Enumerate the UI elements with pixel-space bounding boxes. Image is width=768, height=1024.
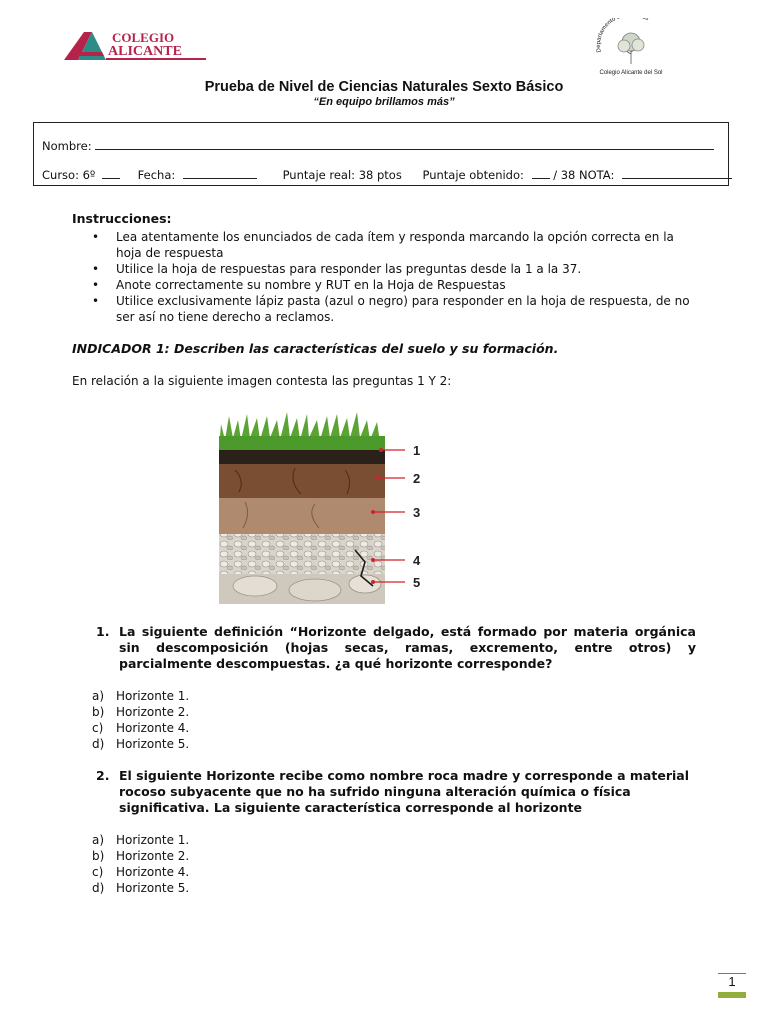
name-row xyxy=(42,139,722,153)
school-name-line1: COLEGIO xyxy=(112,30,175,45)
figure-label: 4 xyxy=(413,553,421,568)
department-bottom-text: Colegio Alicante del Sol xyxy=(599,70,663,76)
figure-intro-text: En relación a la siguiente imagen contesta las preguntas 1 Y 2: xyxy=(72,374,452,388)
name-field[interactable] xyxy=(95,139,714,150)
department-arc-text: Departamento s xyxy=(596,18,650,53)
figure-label: 2 xyxy=(413,471,421,486)
question-number: 1. xyxy=(96,624,110,639)
question-text: El siguiente Horizonte recibe como nombre roca madre y corresponde a material rocoso subyacente que no ha sufrido ninguna alteración química o física significativa. La siguiente característica corresponde al horizonte xyxy=(119,768,689,815)
option-d[interactable]: d) Horizonte 5. xyxy=(92,737,190,751)
course-label: Curso: 6º xyxy=(42,168,96,182)
question-1 xyxy=(96,624,696,672)
option-b[interactable]: b) Horizonte 2. xyxy=(92,705,190,719)
instructions-title: Instrucciones: xyxy=(72,211,172,226)
grade-field[interactable] xyxy=(622,168,732,179)
option-a[interactable]: a) Horizonte 1. xyxy=(92,689,190,703)
department-logo xyxy=(595,18,667,76)
school-logo xyxy=(62,28,212,64)
score-obtained-label: Puntaje obtenido: xyxy=(422,168,524,182)
course-row xyxy=(42,168,732,182)
question-text: La siguiente definición “Horizonte delgado, está formado por materia orgánica sin descomposición (hojas secas, ramas, excremento, entre otros) y parcialmente descompuestas. ¿a qué horizonte corresponde? xyxy=(119,624,696,671)
name-label: Nombre: xyxy=(42,139,92,153)
figure-label: 3 xyxy=(413,505,421,520)
tree-icon xyxy=(618,33,644,64)
date-label: Fecha: xyxy=(137,168,176,182)
soil-profile-image xyxy=(205,410,445,610)
grass-layer xyxy=(219,412,385,452)
figure-label: 5 xyxy=(413,575,421,590)
option-b[interactable]: b) Horizonte 2. xyxy=(92,849,190,863)
instruction-item: • Lea atentamente los enunciados de cada ítem y responda marcando la opción correcta en la hoja de respuesta xyxy=(92,229,702,261)
school-name-line2: ALICANTE xyxy=(108,44,182,59)
option-d[interactable]: d) Horizonte 5. xyxy=(92,881,190,895)
instructions-list xyxy=(92,229,702,325)
page-number-bar xyxy=(718,992,746,998)
instruction-item: • Utilice la hoja de respuestas para responder las preguntas desde la 1 a la 37. xyxy=(92,261,702,277)
exam-title: Prueba de Nivel de Ciencias Naturales Sexto Básico xyxy=(204,79,564,95)
student-info-box xyxy=(33,122,729,186)
question-number: 2. xyxy=(96,768,110,783)
instruction-item: • Utilice exclusivamente lápiz pasta (azul o negro) para responder en la hoja de respuesta, de no ser así no tiene derecho a reclamos. xyxy=(92,293,702,325)
figure-label: 1 xyxy=(413,443,421,458)
grade-label: / 38 NOTA: xyxy=(553,168,615,182)
option-c[interactable]: c) Horizonte 4. xyxy=(92,865,190,879)
indicator-heading: INDICADOR 1: Describen las características del suelo y su formación. xyxy=(72,341,559,356)
option-c[interactable]: c) Horizonte 4. xyxy=(92,721,190,735)
score-total-label: Puntaje real: 38 ptos xyxy=(282,168,402,182)
course-field[interactable] xyxy=(102,168,120,179)
exam-motto: “En equipo brillamos más” xyxy=(313,96,455,108)
page-number: 1 xyxy=(718,973,746,994)
option-a[interactable]: a) Horizonte 1. xyxy=(92,833,190,847)
question-2 xyxy=(96,768,696,816)
date-field[interactable] xyxy=(183,168,257,179)
instruction-item: • Anote correctamente su nombre y RUT en la Hoja de Respuestas xyxy=(92,277,702,293)
question-2-options xyxy=(92,832,189,896)
score-obtained-field[interactable] xyxy=(532,168,550,179)
question-1-options xyxy=(92,688,189,752)
